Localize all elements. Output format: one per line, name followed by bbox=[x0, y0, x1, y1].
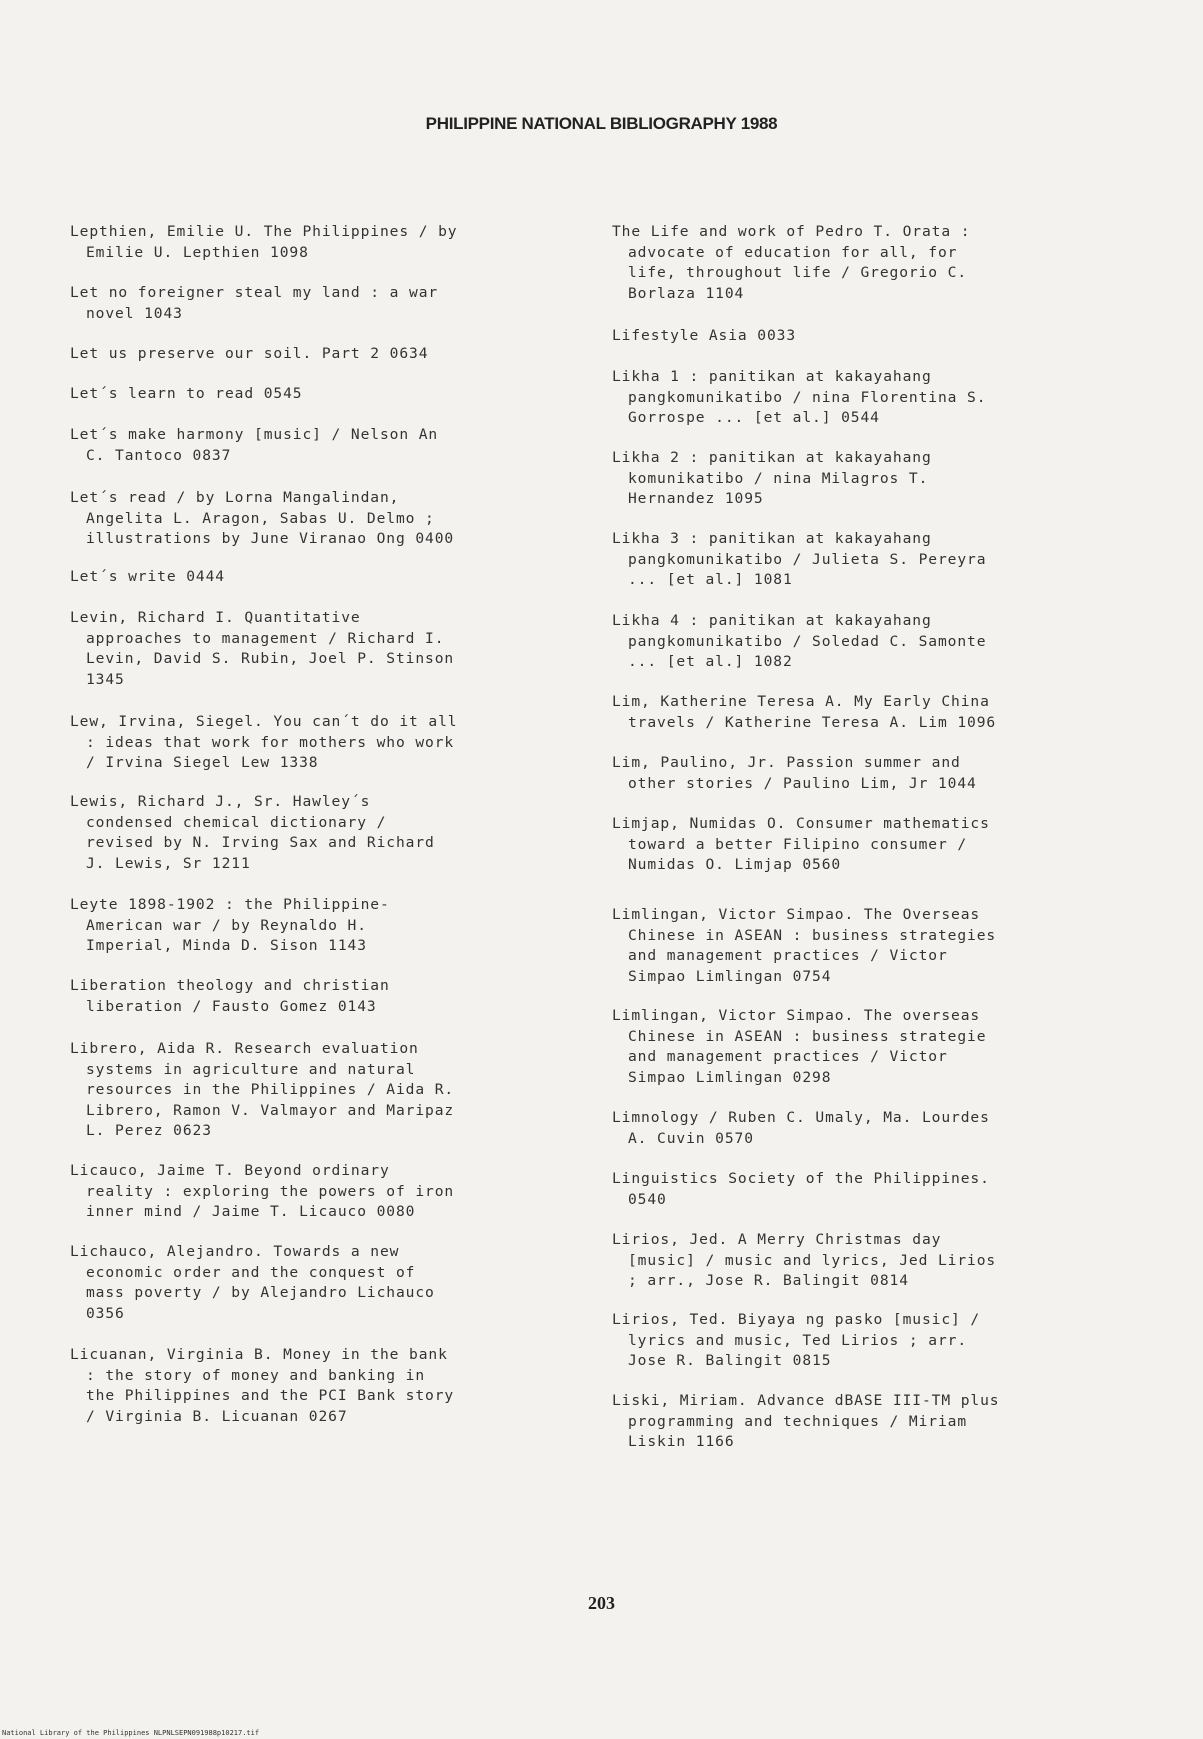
bibliography-entry: Lew, Irvina, Siegel. You can´t do it all : ideas that work for mothers who work / Irvina Siegel Lew 1338 bbox=[70, 713, 458, 771]
bibliography-entry: Limlingan, Victor Simpao. The Overseas Chinese in ASEAN : business strategies and management practices / Victor Simpao Limlingan 0754 bbox=[612, 906, 997, 985]
bibliography-entry: Librero, Aida R. Research evaluation systems in agriculture and natural resources in the Philippines / Aida R. Librero, Ramon V. Valmayor and Maripaz L. Perez 0623 bbox=[70, 1040, 455, 1139]
bibliography-entry: Let´s learn to read 0545 bbox=[70, 385, 303, 402]
page-number: 203 bbox=[588, 1593, 615, 1613]
bibliography-entry: Limnology / Ruben C. Umaly, Ma. Lourdes A. Cuvin 0570 bbox=[612, 1109, 990, 1147]
bibliography-entry: Likha 2 : panitikan at kakayahang komunikatibo / nina Milagros T. Hernandez 1095 bbox=[612, 449, 932, 507]
bibliography-entry: Likha 4 : panitikan at kakayahang pangkomunikatibo / Soledad C. Samonte ... [et al.] 1082 bbox=[612, 612, 987, 670]
bibliography-entry: Limlingan, Victor Simpao. The overseas Chinese in ASEAN : business strategie and management practices / Victor Simpao Limlingan 0298 bbox=[612, 1007, 987, 1086]
bibliography-entry: Lepthien, Emilie U. The Philippines / by Emilie U. Lepthien 1098 bbox=[70, 223, 458, 261]
bibliography-entry: Lifestyle Asia 0033 bbox=[612, 327, 797, 344]
bibliography-entry: Lim, Paulino, Jr. Passion summer and other stories / Paulino Lim, Jr 1044 bbox=[612, 754, 977, 792]
bibliography-entry: Limjap, Numidas O. Consumer mathematics toward a better Filipino consumer / Numidas O. Limjap 0560 bbox=[612, 815, 990, 873]
bibliography-entry: Liski, Miriam. Advance dBASE III-TM plus programming and techniques / Miriam Liskin 1166 bbox=[612, 1392, 1000, 1450]
bibliography-entry: Lichauco, Alejandro. Towards a new economic order and the conquest of mass poverty / by Alejandro Lichauco 0356 bbox=[70, 1243, 435, 1322]
bibliography-entry: Let us preserve our soil. Part 2 0634 bbox=[70, 345, 429, 362]
bibliography-entry: Let´s make harmony [music] / Nelson An C. Tantoco 0837 bbox=[70, 426, 439, 464]
bibliography-entry: Levin, Richard I. Quantitative approaches to management / Richard I. Levin, David S. Rubin, Joel P. Stinson 1345 bbox=[70, 609, 455, 688]
bibliography-entry: Let no foreigner steal my land : a war novel 1043 bbox=[70, 284, 439, 322]
scan-source-footer: National Library of the Philippines NLPNLSEPN091988p10217.tif bbox=[2, 1729, 260, 1737]
bibliography-entry: Licauco, Jaime T. Beyond ordinary reality : exploring the powers of iron inner mind / Jaime T. Licauco 0080 bbox=[70, 1162, 455, 1220]
bibliography-entry: Let´s read / by Lorna Mangalindan, Angelita L. Aragon, Sabas U. Delmo ; illustrations by June Viranao Ong 0400 bbox=[70, 489, 455, 547]
bibliography-entry: Licuanan, Virginia B. Money in the bank : the story of money and banking in the Philippines and the PCI Bank story / Virginia B. Licuanan 0267 bbox=[70, 1346, 455, 1425]
bibliography-entry: Likha 3 : panitikan at kakayahang pangkomunikatibo / Julieta S. Pereyra ... [et al.] 1081 bbox=[612, 530, 987, 588]
bibliography-entry: Liberation theology and christian liberation / Fausto Gomez 0143 bbox=[70, 977, 390, 1015]
bibliography-entry: Let´s write 0444 bbox=[70, 568, 225, 585]
bibliography-entry: Linguistics Society of the Philippines. 0540 bbox=[612, 1170, 990, 1208]
bibliography-entry: Lirios, Jed. A Merry Christmas day [music] / music and lyrics, Jed Lirios ; arr., Jose R. Balingit 0814 bbox=[612, 1231, 997, 1289]
bibliography-entry: Likha 1 : panitikan at kakayahang pangkomunikatibo / nina Florentina S. Gorrospe ... [et al.] 0544 bbox=[612, 368, 987, 426]
page-header: PHILIPPINE NATIONAL BIBLIOGRAPHY 1988 bbox=[425, 114, 778, 133]
bibliography-entry: Lim, Katherine Teresa A. My Early China travels / Katherine Teresa A. Lim 1096 bbox=[612, 693, 997, 731]
bibliography-entry: Lewis, Richard J., Sr. Hawley´s condensed chemical dictionary / revised by N. Irving Sax and Richard J. Lewis, Sr 1211 bbox=[70, 793, 435, 872]
bibliography-entry: Leyte 1898-1902 : the Philippine- American war / by Reynaldo H. Imperial, Minda D. Sison 1143 bbox=[70, 896, 390, 954]
bibliography-entry: The Life and work of Pedro T. Orata : advocate of education for all, for life, throughout life / Gregorio C. Borlaza 1104 bbox=[612, 223, 971, 302]
bibliography-entry: Lirios, Ted. Biyaya ng pasko [music] / lyrics and music, Ted Lirios ; arr. Jose R. Balingit 0815 bbox=[612, 1311, 981, 1369]
